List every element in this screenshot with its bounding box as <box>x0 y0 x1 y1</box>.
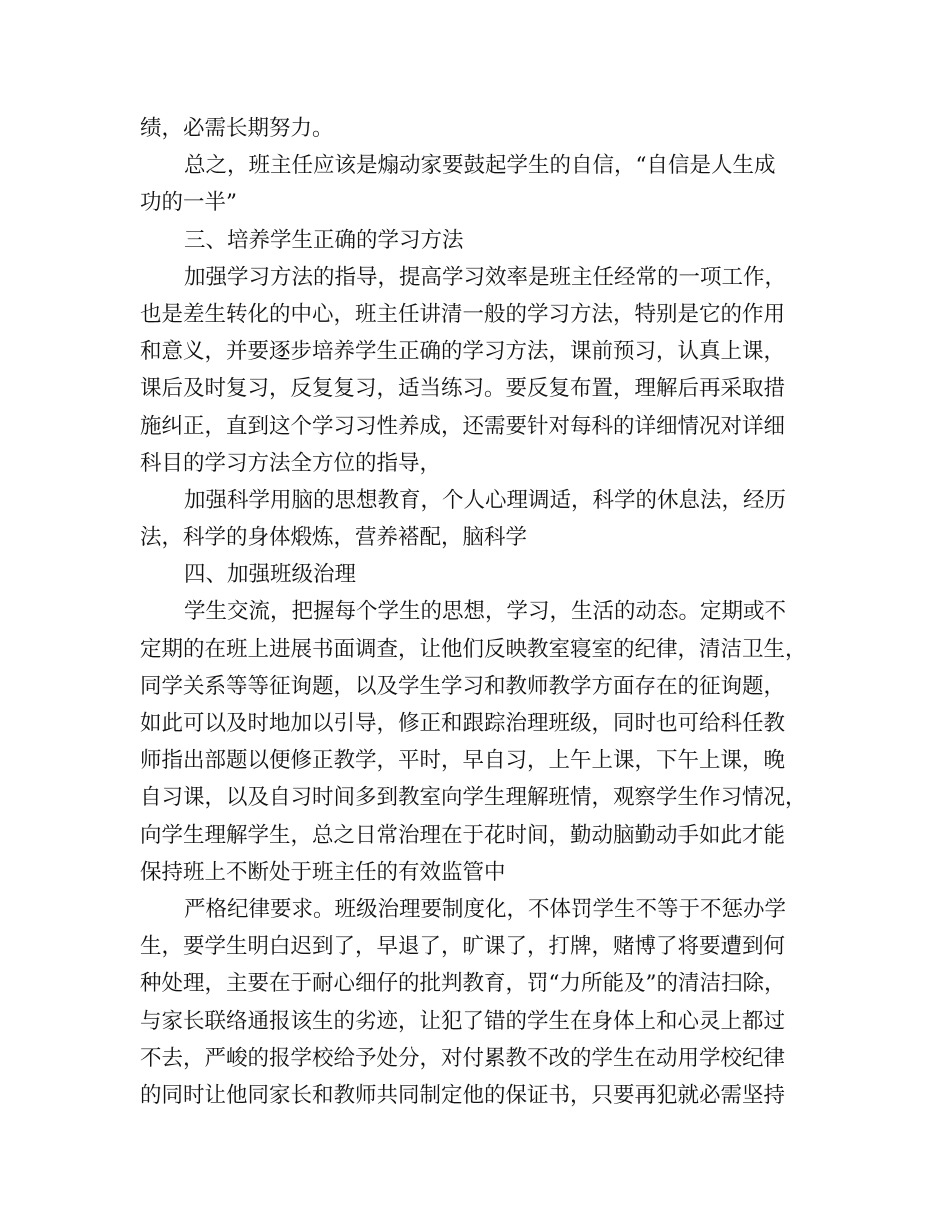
text-line: 的同时让他同家长和教师共同制定他的保证书，只要再犯就必需坚持 <box>140 1082 786 1108</box>
text-line: 科目的学习方法全方位的指导， <box>140 450 442 476</box>
paragraph-first-line: 加强科学用脑的思想教育，个人心理调适，科学的休息法，经历 <box>184 487 787 513</box>
paragraph-first-line: 学生交流，把握每个学生的思想，学习，生活的动态。定期或不 <box>184 599 787 625</box>
text-line: 同学关系等等征询题，以及学生学习和教师教学方面存在的征询题， <box>140 673 786 699</box>
paragraph-first-line: 总之，班主任应该是煽动家要鼓起学生的自信，“自信是人生成 <box>184 153 776 179</box>
text-line: 课后及时复习，反复复习，适当练习。要反复布置，理解后再采取措 <box>140 376 786 402</box>
text-line: 法，科学的身体煅炼，营养褡配，脑科学 <box>140 525 528 551</box>
text-line: 生，要学生明白迟到了，早退了，旷课了，打牌，赌博了将要遭到何 <box>140 934 786 960</box>
section-heading-4: 四、加强班级治理 <box>184 562 357 588</box>
text-line: 保持班上不断处于班主任的有效监管中 <box>140 859 506 885</box>
text-line: 自习课，以及自习时间多到教室向学生理解班情，观察学生作习情况， <box>140 785 807 811</box>
text-line: 不去，严峻的报学校给予处分，对付累教不改的学生在动用学校纪律 <box>140 1045 786 1071</box>
text-line: 和意义，并要逐步培养学生正确的学习方法，课前预习，认真上课， <box>140 339 786 365</box>
paragraph-first-line: 严格纪律要求。班级治理要制度化，不体罚学生不等于不惩办学 <box>184 896 787 922</box>
section-heading-3: 三、培养学生正确的学习方法 <box>184 227 464 253</box>
text-line: 施纠正，直到这个学习习性养成，还需要针对每科的详细情况对详细 <box>140 413 786 439</box>
text-line: 如此可以及时地加以引导，修正和跟踪治理班级，同时也可给科任教 <box>140 711 786 736</box>
text-line: 与家长联络通报该生的劣迹，让犯了错的学生在身体上和心灵上都过 <box>140 1008 786 1034</box>
text-line: 向学生理解学生，总之日常治理在于花时间，勤动脑勤动手如此才能 <box>140 822 786 848</box>
text-line: 功的一半” <box>140 190 237 216</box>
text-line: 种处理，主要在于耐心细仔的批判教育，罚“力所能及”的清洁扫除， <box>140 971 786 997</box>
text-line: 绩，必需长期努力。 <box>140 116 334 141</box>
paragraph-first-line: 加强学习方法的指导，提高学习效率是班主任经常的一项工作， <box>184 264 787 290</box>
text-line: 也是差生转化的中心，班主任讲清一般的学习方法，特别是它的作用 <box>140 301 786 327</box>
text-line: 师指出部题以便修正教学，平时，早自习，上午上课，下午上课，晚 <box>140 748 786 774</box>
document-body <box>140 110 810 1114</box>
text-line: 定期的在班上进展书面调查，让他们反映教室寝室的纪律，清洁卫生， <box>140 636 807 662</box>
